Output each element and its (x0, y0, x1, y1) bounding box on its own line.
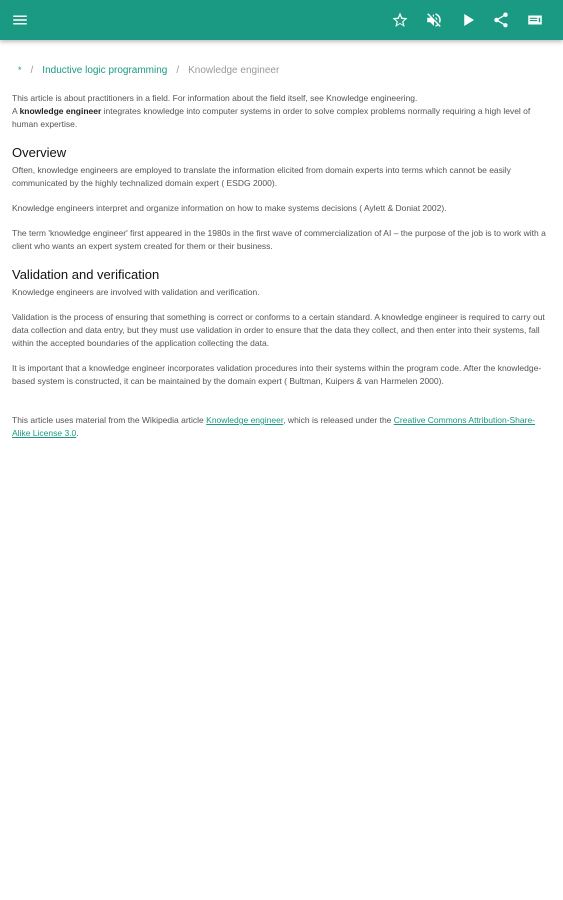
lead-prefix: A (12, 106, 20, 116)
attribution-paragraph (12, 414, 552, 440)
overview-paragraph-1: Often, knowledge engineers are employed to translate the information elicited from domain experts into terms which cannot be easily communicated by the highly technalized domain expert ( ESDG 2000). (12, 165, 511, 188)
star-outline-icon (391, 11, 409, 29)
hatnote: This article is about practitioners in a field. For information about the field itself, see Knowledge engineering. (12, 93, 418, 103)
wikipedia-article-link[interactable]: Knowledge engineer (206, 415, 284, 425)
volume-off-icon (425, 11, 443, 29)
validation-paragraph-1: Knowledge engineers are involved with validation and verification. (12, 287, 260, 297)
overview-paragraph-3: The term 'knowledge engineer' first appeared in the 1980s in the first wave of commercialization of AI – the purpose of the job is to work with a client who wants an expert system created for them or their business. (12, 228, 546, 251)
reader-view-button[interactable] (523, 8, 547, 32)
lead-paragraph (12, 105, 552, 131)
text-view-icon (526, 11, 544, 29)
attribution-mid: , which is released under the (283, 415, 394, 425)
play-button[interactable] (456, 8, 480, 32)
lead-rest: integrates knowledge into computer systems in order to solve complex problems normally requiring a high level of human expertise. (12, 106, 531, 129)
breadcrumb-separator: / (176, 65, 180, 76)
breadcrumb-parent[interactable]: Inductive logic programming (42, 65, 168, 76)
breadcrumb-current: Knowledge engineer (188, 65, 280, 76)
mute-button[interactable] (422, 8, 446, 32)
license-link[interactable]: Creative Commons Attribution-Share-Alike License 3.0 (12, 415, 536, 438)
app-bar (0, 0, 563, 40)
validation-paragraph-3: It is important that a knowledge engineer incorporates validation procedures into their systems within the program code. After the knowledge-based system is constructed, it can be maintained by the domain expert ( Bultman, Kuipers & van Harmelen 2000). (12, 363, 542, 386)
breadcrumb (18, 62, 552, 78)
article-content (12, 62, 552, 440)
share-button[interactable] (489, 8, 513, 32)
lead-bold-term: knowledge engineer (19, 106, 102, 116)
validation-heading: Validation and verification (12, 267, 160, 282)
overview-heading: Overview (12, 145, 67, 160)
validation-paragraph-2: Validation is the process of ensuring that something is correct or conforms to a certain standard. A knowledge engineer is required to carry out data collection and data entry, but they must use validation in order to ensure that the data they collect, and then enter into their systems, fall within the accepted boundaries of the application collecting the data. (12, 312, 545, 348)
share-icon (492, 11, 510, 29)
breadcrumb-home[interactable]: * (18, 65, 22, 75)
overview-paragraph-2: Knowledge engineers interpret and organize information on how to make systems decisions ( Aylett & Doniat 2002). (12, 203, 447, 213)
breadcrumb-separator: / (30, 65, 34, 76)
menu-icon (11, 11, 29, 29)
attribution-prefix: This article uses material from the Wikipedia article (12, 415, 207, 425)
attribution-end: . (76, 428, 79, 438)
bookmark-button[interactable] (388, 8, 412, 32)
menu-button[interactable] (8, 8, 32, 32)
play-icon (459, 11, 477, 29)
